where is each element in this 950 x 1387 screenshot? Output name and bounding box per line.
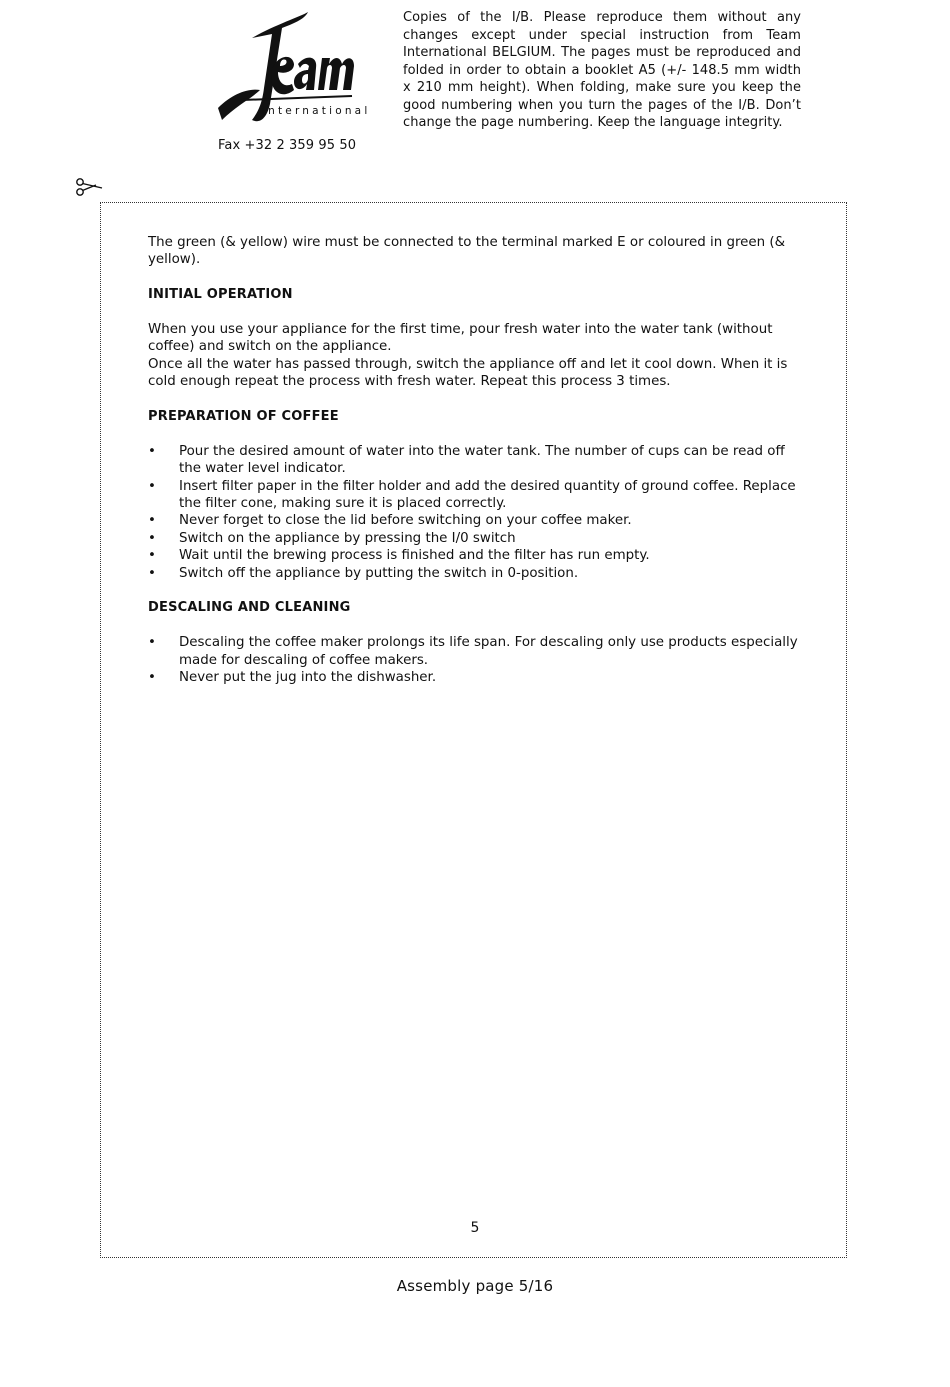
assembly-page-label: Assembly page 5/16 xyxy=(396,1277,554,1295)
list-item: • Pour the desired amount of water into the water tank. The number of cups can be read off the water level indicator. xyxy=(148,443,785,477)
team-international-logo xyxy=(212,8,371,130)
scissors-icon xyxy=(74,176,104,198)
bullet-icon: • xyxy=(148,478,156,494)
section-heading-descaling: DESCALING AND CLEANING xyxy=(148,600,351,616)
page-number: 5 xyxy=(470,1220,480,1236)
bullet-icon: • xyxy=(148,635,156,651)
bullet-icon: • xyxy=(148,443,156,459)
descaling-list xyxy=(148,634,803,686)
section-heading-preparation: PREPARATION OF COFFEE xyxy=(148,409,339,425)
section-heading-initial-operation: INITIAL OPERATION xyxy=(148,287,293,303)
logo-subtext: international xyxy=(262,105,371,117)
list-item: • Never forget to close the lid before switching on your coffee maker. xyxy=(148,513,632,529)
list-item: • Never put the jug into the dishwasher. xyxy=(148,670,437,686)
list-item: • Switch off the appliance by putting the switch in 0-position. xyxy=(148,565,579,581)
fax-number: Fax +32 2 359 95 50 xyxy=(218,138,357,153)
page-content xyxy=(148,234,803,686)
bullet-icon: • xyxy=(148,565,156,581)
bullet-icon: • xyxy=(148,670,156,686)
earth-wire-note: The green (& yellow) wire must be connected to the terminal marked E or coloured in green (& yellow). xyxy=(148,235,786,268)
list-item: • Switch on the appliance by pressing the I/0 switch xyxy=(148,530,516,546)
reproduction-notice: Copies of the I/B. Please reproduce them without any changes except under special instruction from Team International BELGIUM. The pages must be reproduced and folded in order to obtain a booklet A5 (+/- 148.5 mm width x 210 mm height). When folding, make sure you keep the good numbering when you turn the pages of the I/B. Don’t change the page numbering. Keep the language integrity. xyxy=(403,10,801,130)
list-item: • Wait until the brewing process is finished and the filter has run empty. xyxy=(148,548,650,564)
list-item: • Descaling the coffee maker prolongs its life span. For descaling only use products especially made for descaling of coffee makers. xyxy=(148,635,798,668)
bullet-icon: • xyxy=(148,530,156,546)
bullet-icon: • xyxy=(148,513,156,529)
initial-operation-paragraph: When you use your appliance for the first time, pour fresh water into the water tank (without coffee) and switch on the appliance. xyxy=(148,322,773,355)
initial-operation-paragraph: Once all the water has passed through, switch the appliance off and let it cool down. When it is cold enough repeat the process with fresh water. Repeat this process 3 times. xyxy=(148,356,788,390)
list-item: • Insert filter paper in the filter holder and add the desired quantity of ground coffee. Replace the filter cone, making sure it is placed correctly. xyxy=(148,478,796,512)
bullet-icon: • xyxy=(148,548,156,564)
preparation-list xyxy=(148,443,803,582)
